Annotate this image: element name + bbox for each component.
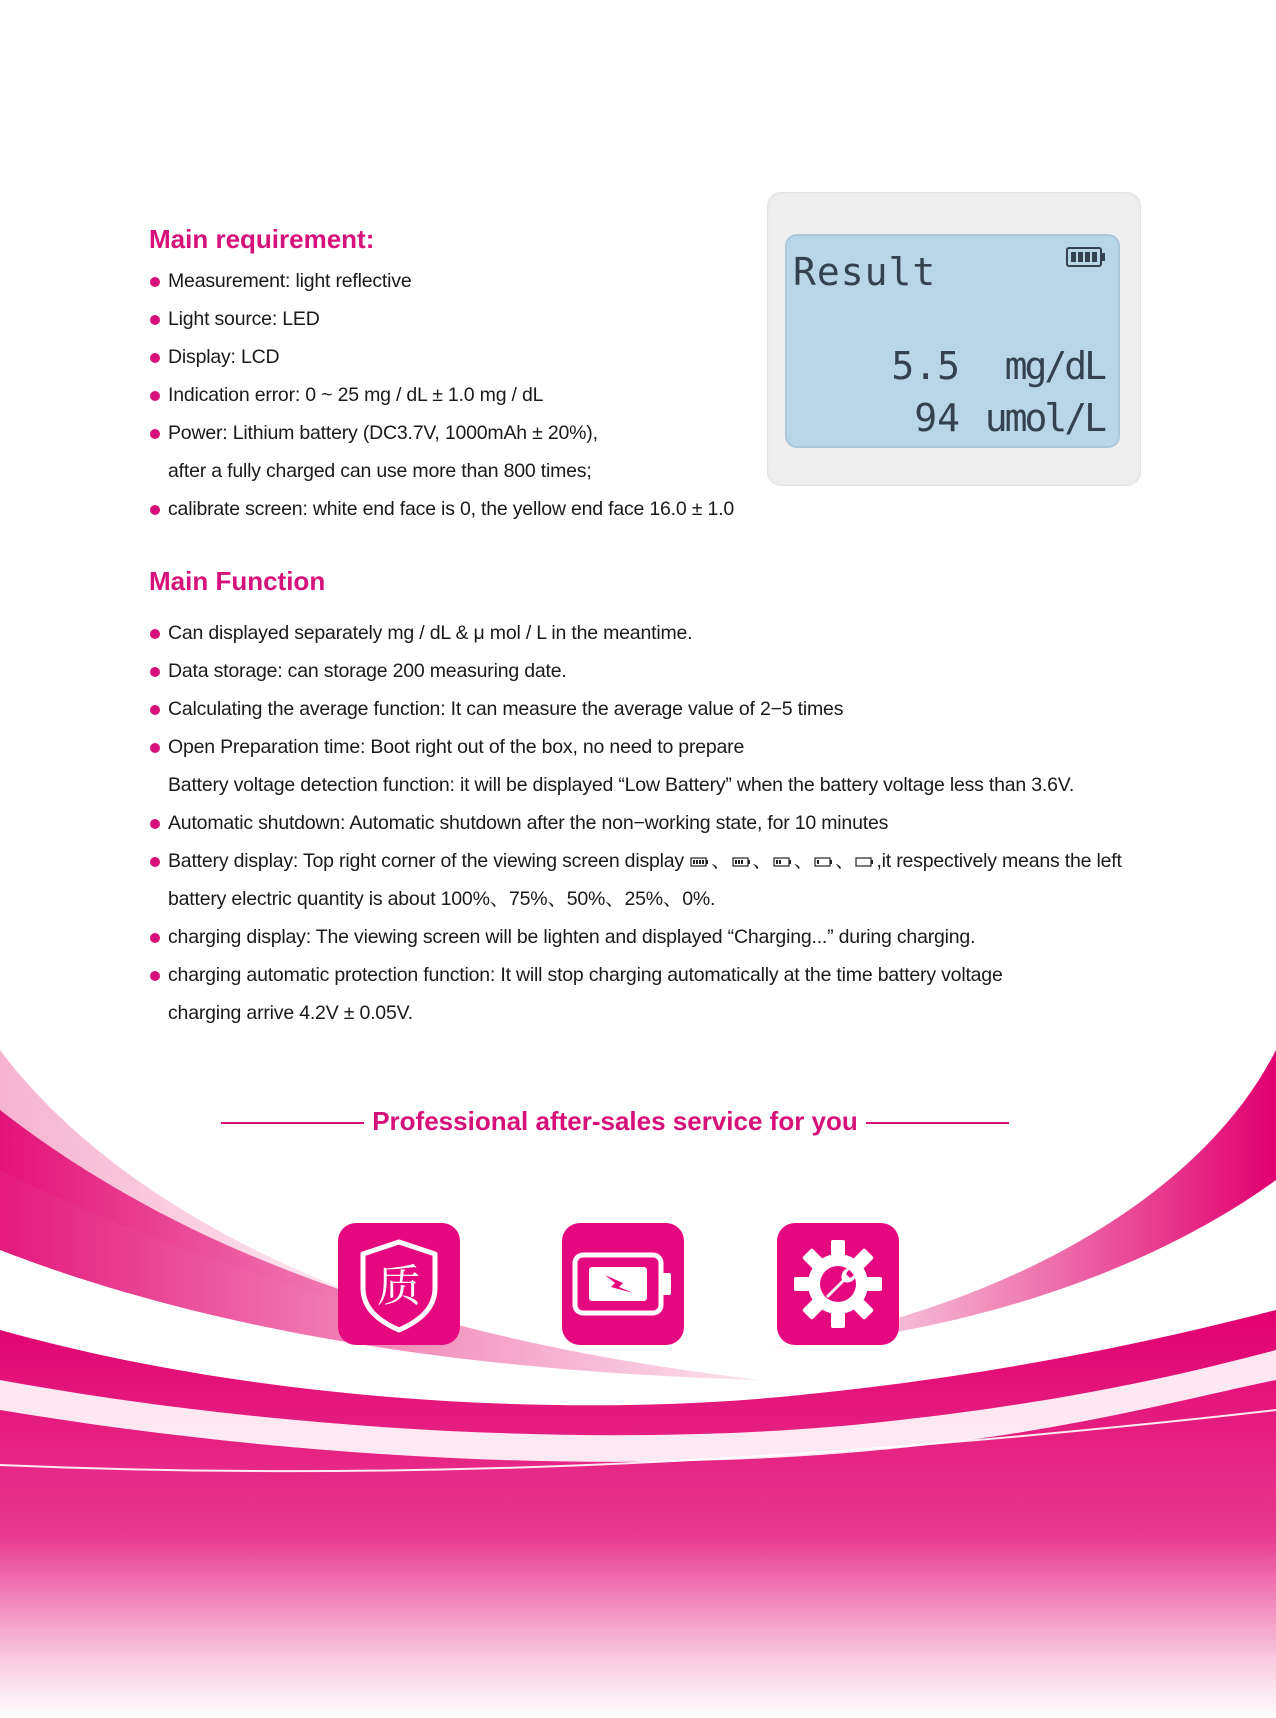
lcd-value-umol: 94 [914,396,960,440]
lcd-unit-mg: mg/dL [1004,344,1104,388]
lcd-value-mg: 5.5 [891,344,960,388]
list-item-battery-display: Battery display: Top right corner of the viewing screen display 、 、 、 、 ,it respectively means the left [149,842,1122,880]
service-title: Professional after-sales service for you [0,1106,1230,1137]
list-item: charging automatic protection function: It will stop charging automatically at the time battery voltage [149,956,1122,994]
battery-level-icon [773,856,793,868]
lcd-screen [785,234,1120,448]
list-item-continuation: after a fully charged can use more than 800 times; [168,460,592,482]
list-item: Measurement: light reflective [149,262,734,300]
list-item: Can displayed separately mg / dL & μ mol / L in the meantime. [149,614,1122,652]
separator: 、 [752,850,772,872]
list-item: Calculating the average function: It can measure the average value of 2−5 times [149,690,1122,728]
battery-level-icon [814,856,834,868]
bullet-icon [150,391,160,401]
functions-list [149,614,1122,1032]
requirements-list [149,262,734,528]
list-item: calibrate screen: white end face is 0, the yellow end face 16.0 ± 1.0 [149,490,734,528]
bullet-icon [150,857,160,867]
bullet-icon [150,505,160,515]
list-item: charging display: The viewing screen will be lighten and displayed “Charging...” during charging. [149,918,1122,956]
battery-level-icon [855,856,875,868]
bullet-icon [150,277,160,287]
functions-title: Main Function [149,566,326,596]
bullet-icon [150,429,160,439]
separator: 、 [711,850,731,872]
requirements-title: Main requirement: [149,224,375,254]
list-item: Light source: LED [149,300,734,338]
list-item: Data storage: can storage 200 measuring date. [149,652,1122,690]
bullet-icon [150,667,160,677]
quality-shield-icon [338,1223,460,1345]
list-item: Open Preparation time: Boot right out of the box, no need to prepare [149,728,1122,766]
svg-text:质: 质 [377,1261,421,1312]
device-display-image [767,192,1141,486]
separator: 、 [793,850,814,872]
lcd-result-label: Result [793,250,937,294]
bullet-icon [150,353,160,363]
battery-level-icon [732,856,752,868]
battery-level-icons [689,850,876,872]
list-item: Indication error: 0 ~ 25 mg / dL ± 1.0 mg / dL [149,376,734,414]
decorative-wave-banner [0,1050,1276,1718]
bullet-icon [150,315,160,325]
list-item: Automatic shutdown: Automatic shutdown after the non−working state, for 10 minutes [149,804,1122,842]
lcd-unit-umol: umol/L [984,396,1104,440]
list-item: Display: LCD [149,338,734,376]
list-item-continuation: charging arrive 4.2V ± 0.05V. [168,1002,413,1024]
list-item: Power: Lithium battery (DC3.7V, 1000mAh ± 20%), [149,414,734,452]
separator: 、 [835,850,855,872]
bullet-icon [150,819,160,829]
gear-wrench-icon [777,1223,899,1345]
bullet-icon [150,933,160,943]
title-line-left [221,1122,364,1124]
title-line-right [866,1122,1009,1124]
bullet-icon [150,629,160,639]
list-item-continuation: Battery voltage detection function: it will be displayed “Low Battery” when the battery voltage less than 3.6V. [168,774,1075,796]
battery-level-icon [690,856,710,868]
bullet-icon [150,971,160,981]
battery-full-icon [1066,246,1106,268]
battery-charge-icon [562,1223,684,1345]
list-item-continuation: battery electric quantity is about 100%、75%、50%、25%、0%. [168,888,716,910]
bullet-icon [150,705,160,715]
bullet-icon [150,743,160,753]
